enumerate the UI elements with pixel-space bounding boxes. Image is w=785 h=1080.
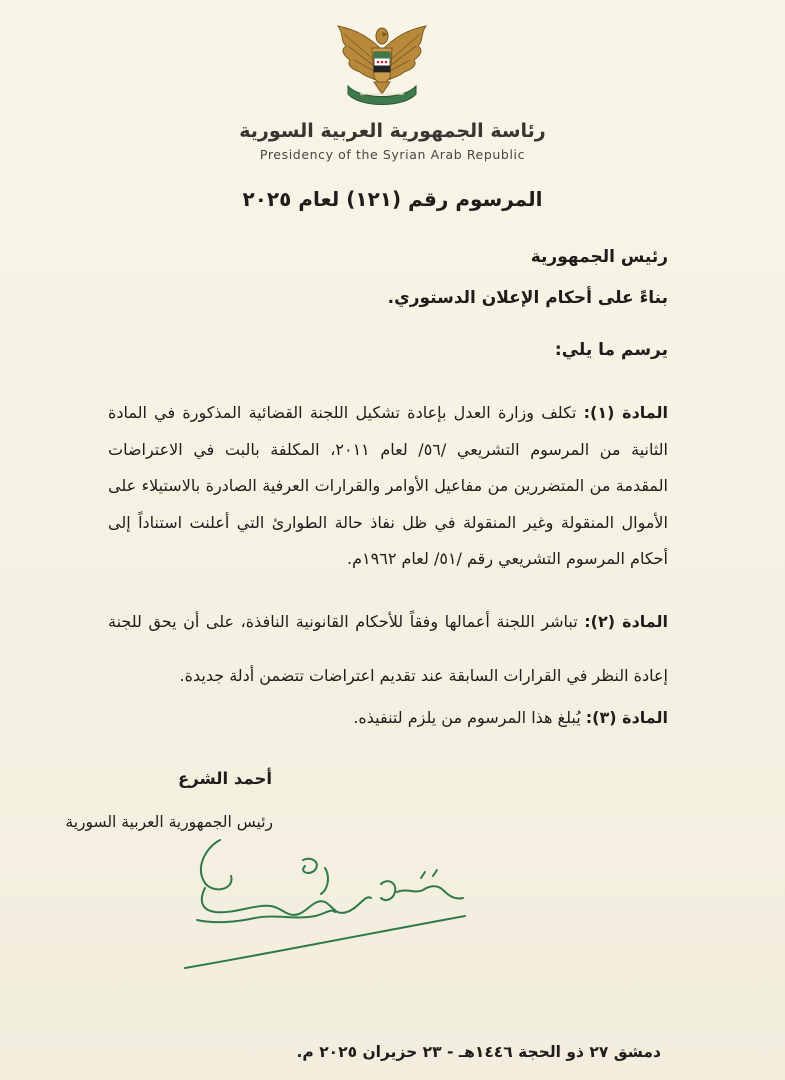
legal-basis-line: بناءً على أحكام الإعلان الدستوري. [387,288,668,308]
article-2 [108,595,668,703]
decree-title: المرسوم رقم (١٢١) لعام ٢٠٢٥ [242,187,543,211]
article-1 [108,395,668,578]
article-3 [108,700,668,737]
presidency-arabic-name: رئاسة الجمهورية العربية السورية [239,120,546,142]
place-and-date: دمشق ٢٧ ذو الحجة ١٤٤٦هـ - ٢٣ حزيران ٢٠٢٥ م. [296,1043,661,1061]
signatory-title: رئيس الجمهورية العربية السورية [65,813,273,831]
handwritten-signature-icon [175,828,475,978]
article-3-label: المادة (٣): [585,708,668,727]
article-2-text: تباشر اللجنة أعمالها وفقاً للأحكام القانونية النافذة، على أن يحق للجنة إعادة النظر في القرارات السابقة عند تقديم اعتراضات تتضمن أدلة جديدة. [108,612,668,685]
syrian-eagle-emblem-icon [330,20,434,108]
issuer-line: رئيس الجمهورية [530,247,668,267]
presidency-english-name: Presidency of the Syrian Arab Republic [259,147,526,162]
decrees-following-line: يرسم ما يلي: [554,340,668,360]
article-1-label: المادة (١): [583,403,669,422]
signatory-name: أحمد الشرع [177,769,272,788]
article-3-text: يُبلغ هذا المرسوم من يلزم لتنفيذه. [353,708,581,727]
article-2-label: المادة (٢): [584,612,669,631]
article-1-text: تكلف وزارة العدل بإعادة تشكيل اللجنة القضائية المذكورة في المادة الثانية من المرسوم التشريعي /٥٦/ لعام ٢٠١١، المكلفة بالبت في الاعتراضات المقدمة من المتضررين من مفاعيل الأوامر والقرارات العرفية الصادرة بالاستيلاء على الأموال المنقولة وغير المنقولة في ظل نفاذ حالة الطوارئ التي أعلنت استناداً إلى أحكام المرسوم التشريعي رقم /٥١/ لعام ١٩٦٢م. [108,403,669,568]
